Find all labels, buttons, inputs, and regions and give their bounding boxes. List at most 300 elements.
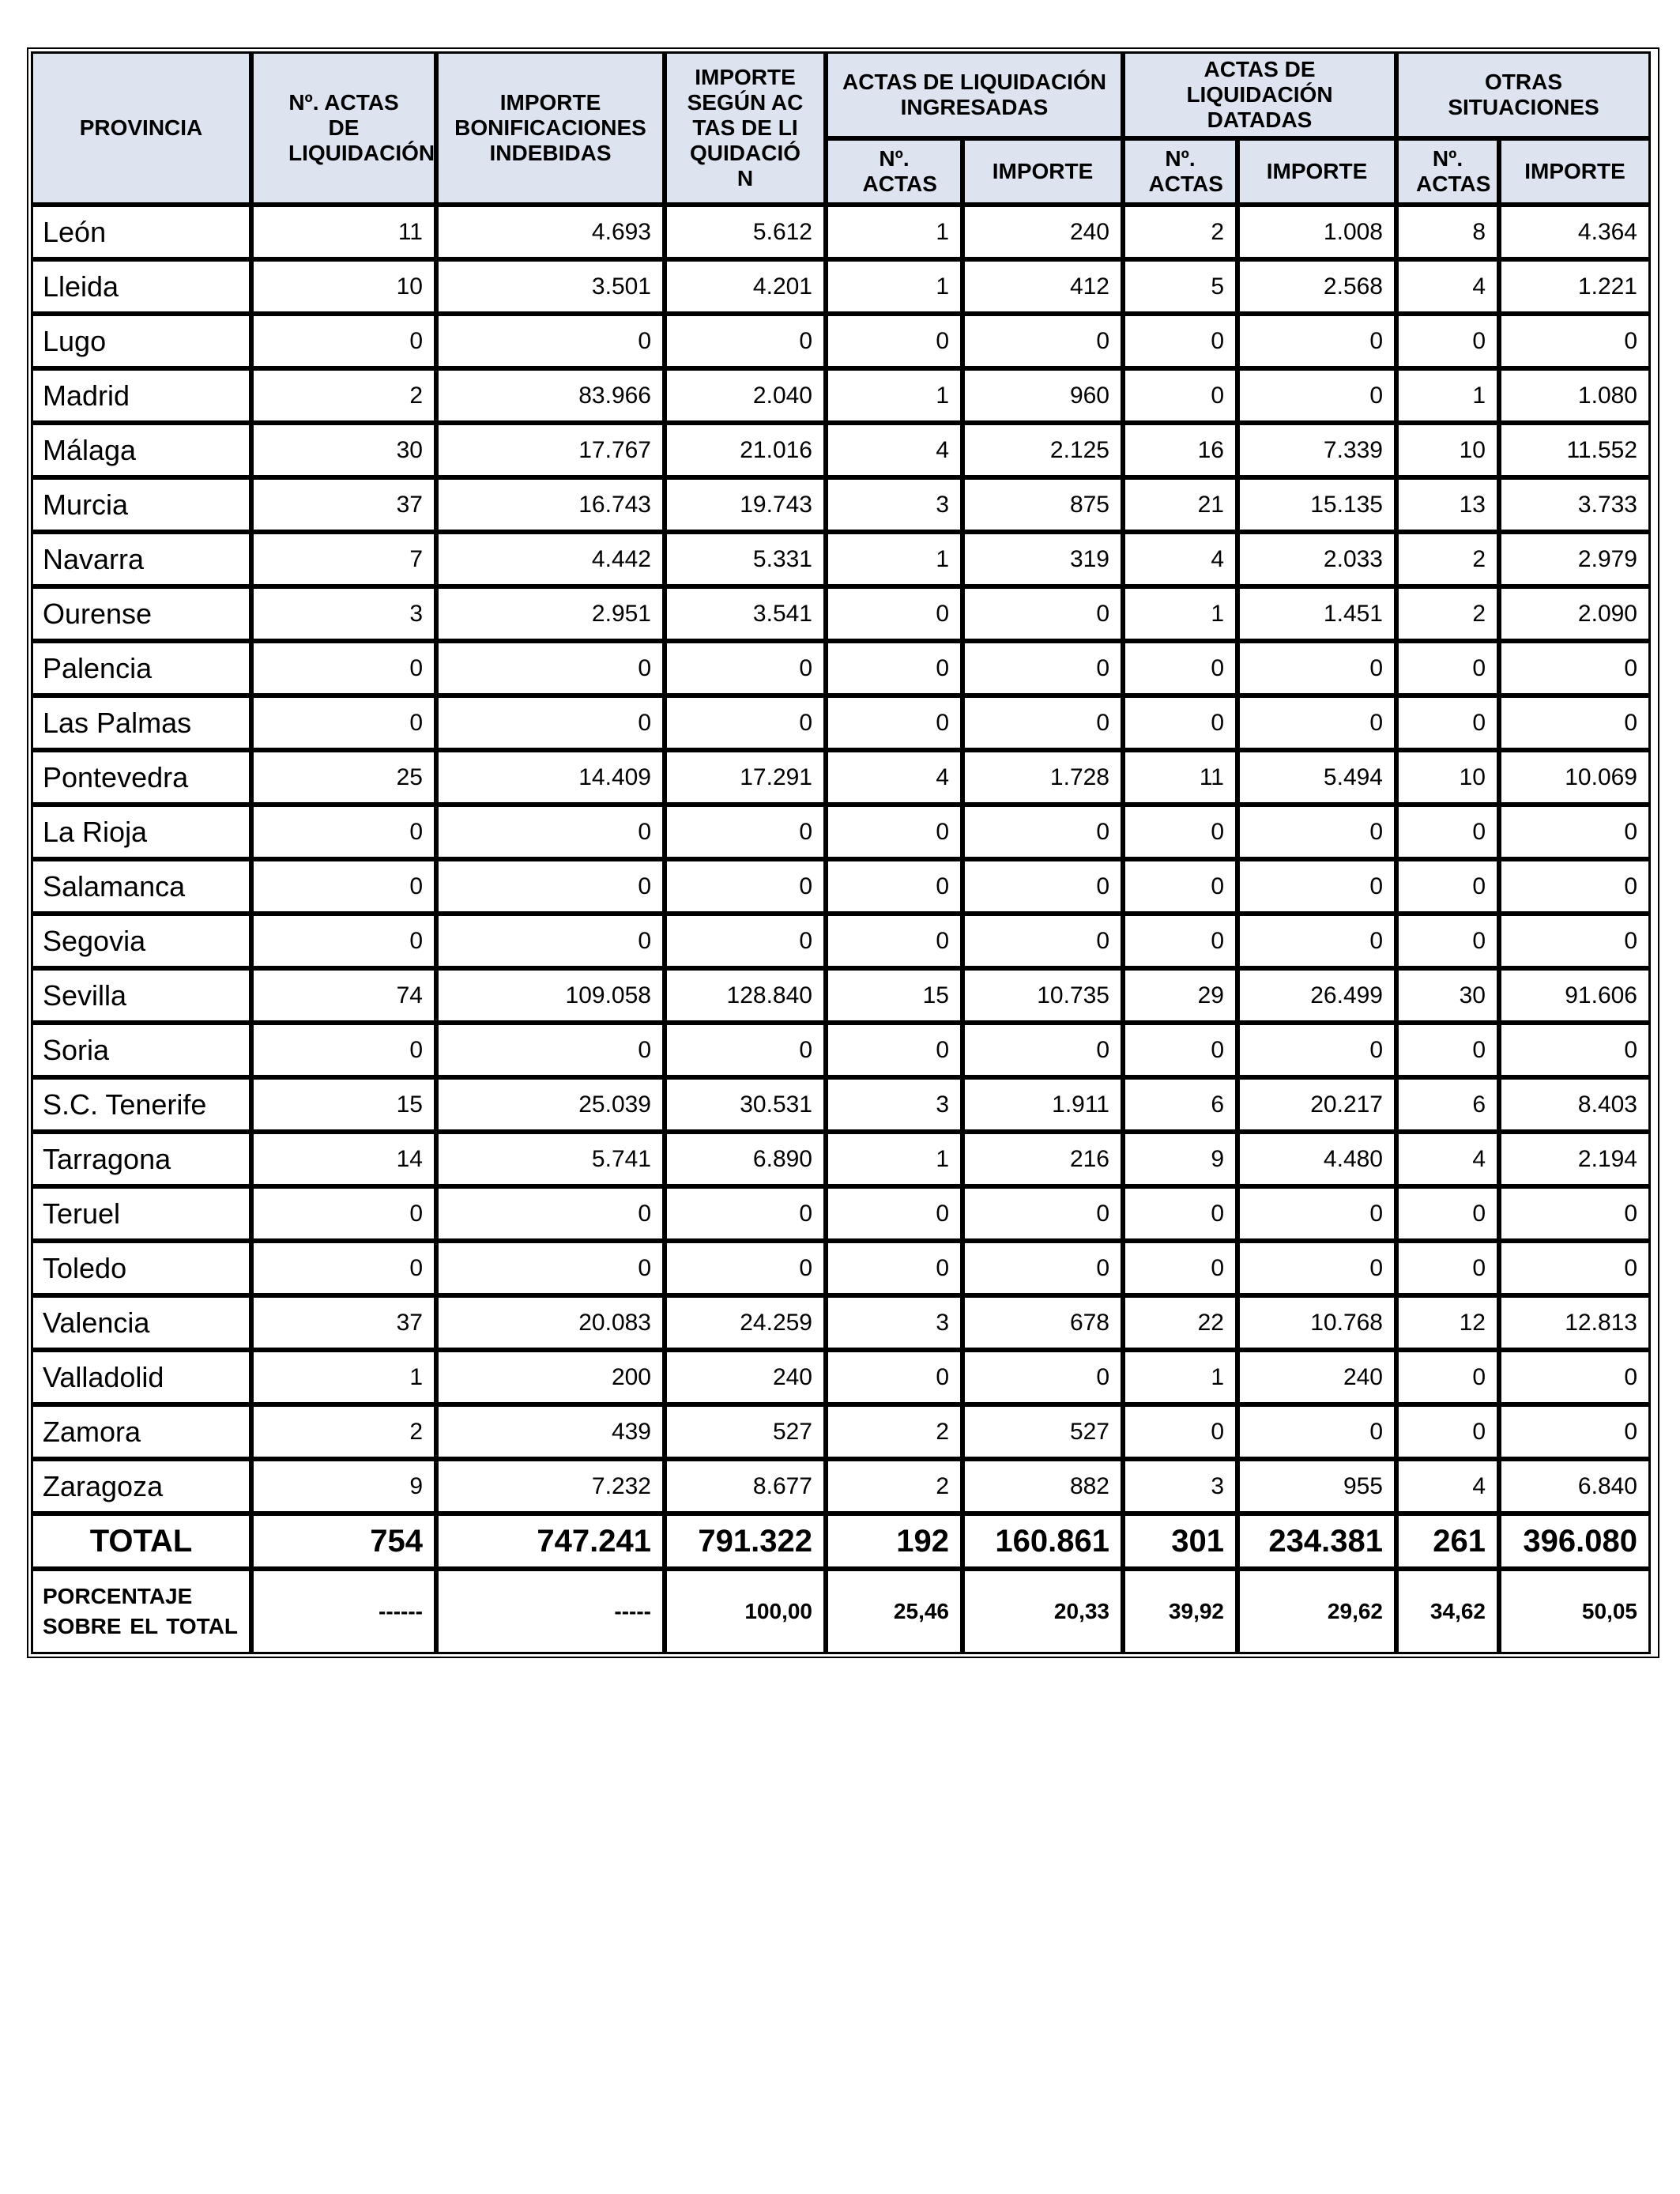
cell-num-actas: 14 — [251, 1132, 436, 1186]
cell-ingresadas-importe: 0 — [962, 805, 1123, 859]
cell-num-actas: 37 — [251, 1295, 436, 1350]
cell-ingresadas-importe: 160.861 — [962, 1514, 1123, 1569]
cell-ingresadas-num: 2 — [826, 1459, 962, 1514]
cell-datadas-num: 1 — [1123, 586, 1237, 641]
cell-num-actas: 15 — [251, 1077, 436, 1132]
cell-ingresadas-num: 15 — [826, 968, 962, 1023]
cell-datadas-importe: 1.008 — [1237, 205, 1396, 259]
cell-ingresadas-importe: 2.125 — [962, 423, 1123, 477]
cell-importe-bonificaciones: 17.767 — [436, 423, 665, 477]
cell-datadas-num: 0 — [1123, 1241, 1237, 1295]
cell-ingresadas-num: 2 — [826, 1404, 962, 1459]
cell-provincia: Tarragona — [31, 1132, 251, 1186]
cell-datadas-importe: 26.499 — [1237, 968, 1396, 1023]
cell-importe-bonificaciones: 14.409 — [436, 750, 665, 805]
cell-otras-importe: 91.606 — [1499, 968, 1651, 1023]
cell-datadas-importe: 0 — [1237, 914, 1396, 968]
cell-otras-importe: 2.090 — [1499, 586, 1651, 641]
table-row — [31, 586, 1651, 641]
cell-num-actas: 74 — [251, 968, 436, 1023]
cell-num-actas: 0 — [251, 914, 436, 968]
cell-otras-importe: 0 — [1499, 1023, 1651, 1077]
table-row — [31, 314, 1651, 368]
cell-importe-bonificaciones: 0 — [436, 1241, 665, 1295]
cell-otras-num: 30 — [1396, 968, 1499, 1023]
subheader-label: Nº. ACTAS — [1148, 146, 1223, 196]
cell-importe-segun-actas: 19.743 — [665, 477, 826, 532]
table-row — [31, 532, 1651, 586]
table-row — [31, 1132, 1651, 1186]
cell-ingresadas-num: 0 — [826, 1241, 962, 1295]
cell-provincia: León — [31, 205, 251, 259]
header-otras-situaciones — [1396, 51, 1651, 138]
cell-provincia: Salamanca — [31, 859, 251, 914]
cell-otras-importe: 0 — [1499, 1241, 1651, 1295]
cell-num-actas: 2 — [251, 368, 436, 423]
cell-ingresadas-importe: 960 — [962, 368, 1123, 423]
cell-otras-importe: 10.069 — [1499, 750, 1651, 805]
cell-datadas-num: 29 — [1123, 968, 1237, 1023]
cell-importe-segun-actas: 2.040 — [665, 368, 826, 423]
cell-datadas-num: 1 — [1123, 1350, 1237, 1404]
cell-ingresadas-num: 4 — [826, 750, 962, 805]
table-row — [31, 641, 1651, 696]
table-row — [31, 477, 1651, 532]
cell-datadas-importe: 7.339 — [1237, 423, 1396, 477]
table-row — [31, 859, 1651, 914]
cell-num-actas: 2 — [251, 1404, 436, 1459]
cell-otras-num: 1 — [1396, 368, 1499, 423]
subheader-datadas-importe: IMPORTE — [1237, 138, 1396, 205]
cell-otras-num: 10 — [1396, 423, 1499, 477]
cell-datadas-num: 11 — [1123, 750, 1237, 805]
cell-otras-num: 4 — [1396, 259, 1499, 314]
cell-ingresadas-importe: 1.911 — [962, 1077, 1123, 1132]
cell-importe-bonificaciones: 16.743 — [436, 477, 665, 532]
cell-datadas-num: 0 — [1123, 914, 1237, 968]
cell-otras-num: 2 — [1396, 586, 1499, 641]
cell-provincia: Zamora — [31, 1404, 251, 1459]
cell-importe-segun-actas: 5.612 — [665, 205, 826, 259]
cell-importe-segun-actas: 6.890 — [665, 1132, 826, 1186]
cell-otras-num: 8 — [1396, 205, 1499, 259]
cell-importe-bonificaciones: 25.039 — [436, 1077, 665, 1132]
cell-importe-segun-actas: 240 — [665, 1350, 826, 1404]
header-importe-segun-actas-label: IMPORTE SEGÚN ACTAS DE LIQUIDACIÓN — [687, 65, 804, 190]
cell-importe-bonificaciones: 0 — [436, 1023, 665, 1077]
cell-provincia: Segovia — [31, 914, 251, 968]
cell-importe-segun-actas: 0 — [665, 314, 826, 368]
cell-num-actas: 0 — [251, 696, 436, 750]
cell-otras-importe: 0 — [1499, 314, 1651, 368]
table-row — [31, 750, 1651, 805]
cell-importe-segun-actas: 0 — [665, 859, 826, 914]
cell-otras-num: 0 — [1396, 1023, 1499, 1077]
cell-importe-bonificaciones: 0 — [436, 914, 665, 968]
cell-ingresadas-num: 1 — [826, 1132, 962, 1186]
cell-datadas-num: 0 — [1123, 859, 1237, 914]
cell-num-actas: 7 — [251, 532, 436, 586]
cell-importe-segun-actas: 0 — [665, 641, 826, 696]
table-row — [31, 368, 1651, 423]
cell-datadas-importe: 0 — [1237, 1023, 1396, 1077]
subheader-label: Nº. ACTAS — [1416, 146, 1491, 196]
cell-otras-importe: 2.979 — [1499, 532, 1651, 586]
cell-otras-importe: 2.194 — [1499, 1132, 1651, 1186]
table-row — [31, 914, 1651, 968]
cell-ingresadas-num: 25,46 — [826, 1569, 962, 1654]
cell-otras-importe: 0 — [1499, 805, 1651, 859]
subheader-otras-importe: IMPORTE — [1499, 138, 1651, 205]
table-row — [31, 1023, 1651, 1077]
cell-num-actas: 0 — [251, 641, 436, 696]
cell-ingresadas-num: 3 — [826, 1295, 962, 1350]
cell-ingresadas-num: 0 — [826, 1186, 962, 1241]
cell-otras-importe: 6.840 — [1499, 1459, 1651, 1514]
cell-ingresadas-importe: 319 — [962, 532, 1123, 586]
cell-datadas-importe: 5.494 — [1237, 750, 1396, 805]
cell-ingresadas-num: 0 — [826, 1023, 962, 1077]
cell-provincia: Zaragoza — [31, 1459, 251, 1514]
cell-datadas-num: 0 — [1123, 1023, 1237, 1077]
subheader-ingresadas-num — [826, 138, 962, 205]
cell-datadas-num: 0 — [1123, 368, 1237, 423]
cell-importe-bonificaciones: 747.241 — [436, 1514, 665, 1569]
cell-datadas-num: 4 — [1123, 532, 1237, 586]
cell-datadas-importe: 20.217 — [1237, 1077, 1396, 1132]
cell-otras-num: 0 — [1396, 696, 1499, 750]
cell-otras-num: 13 — [1396, 477, 1499, 532]
cell-otras-num: 0 — [1396, 914, 1499, 968]
cell-importe-segun-actas: 17.291 — [665, 750, 826, 805]
cell-importe-bonificaciones: ----- — [436, 1569, 665, 1654]
cell-datadas-importe: 15.135 — [1237, 477, 1396, 532]
cell-datadas-importe: 29,62 — [1237, 1569, 1396, 1654]
cell-otras-num: 12 — [1396, 1295, 1499, 1350]
cell-num-actas: 37 — [251, 477, 436, 532]
cell-ingresadas-importe: 875 — [962, 477, 1123, 532]
cell-num-actas: 10 — [251, 259, 436, 314]
table-row — [31, 1077, 1651, 1132]
cell-ingresadas-importe: 1.728 — [962, 750, 1123, 805]
cell-otras-importe: 396.080 — [1499, 1514, 1651, 1569]
cell-importe-segun-actas: 0 — [665, 1241, 826, 1295]
cell-provincia: Navarra — [31, 532, 251, 586]
cell-otras-importe: 0 — [1499, 1186, 1651, 1241]
header-ingresadas-label: ACTAS DE LIQUIDACIÓN INGRESADAS — [842, 70, 1106, 119]
cell-datadas-importe: 0 — [1237, 368, 1396, 423]
cell-otras-importe: 0 — [1499, 696, 1651, 750]
cell-otras-num: 2 — [1396, 532, 1499, 586]
cell-ingresadas-num: 4 — [826, 423, 962, 477]
cell-importe-bonificaciones: 0 — [436, 696, 665, 750]
cell-otras-num: 4 — [1396, 1132, 1499, 1186]
cell-otras-num: 4 — [1396, 1459, 1499, 1514]
cell-otras-num: 0 — [1396, 1241, 1499, 1295]
cell-provincia: TOTAL — [31, 1514, 251, 1569]
cell-ingresadas-importe: 0 — [962, 1023, 1123, 1077]
cell-importe-segun-actas: 100,00 — [665, 1569, 826, 1654]
cell-otras-importe: 4.364 — [1499, 205, 1651, 259]
cell-ingresadas-num: 0 — [826, 696, 962, 750]
cell-provincia: S.C. Tenerife — [31, 1077, 251, 1132]
cell-ingresadas-importe: 10.735 — [962, 968, 1123, 1023]
cell-num-actas: 0 — [251, 314, 436, 368]
cell-importe-bonificaciones: 0 — [436, 859, 665, 914]
table-row — [31, 805, 1651, 859]
cell-otras-importe: 11.552 — [1499, 423, 1651, 477]
cell-importe-segun-actas: 0 — [665, 805, 826, 859]
header-num-actas-label: Nº. ACTAS DE LIQUIDACIÓN — [288, 90, 435, 165]
cell-importe-segun-actas: 0 — [665, 696, 826, 750]
cell-ingresadas-importe: 240 — [962, 205, 1123, 259]
subheader-datadas-num — [1123, 138, 1237, 205]
cell-importe-segun-actas: 21.016 — [665, 423, 826, 477]
cell-otras-importe: 1.080 — [1499, 368, 1651, 423]
cell-ingresadas-num: 1 — [826, 205, 962, 259]
cell-otras-num: 261 — [1396, 1514, 1499, 1569]
cell-ingresadas-importe: 412 — [962, 259, 1123, 314]
cell-ingresadas-num: 1 — [826, 368, 962, 423]
cell-importe-segun-actas: 24.259 — [665, 1295, 826, 1350]
cell-provincia: Toledo — [31, 1241, 251, 1295]
cell-otras-num: 0 — [1396, 1186, 1499, 1241]
cell-datadas-importe: 4.480 — [1237, 1132, 1396, 1186]
cell-importe-segun-actas: 0 — [665, 1023, 826, 1077]
cell-datadas-num: 0 — [1123, 696, 1237, 750]
cell-ingresadas-importe: 0 — [962, 859, 1123, 914]
table-row — [31, 423, 1651, 477]
subheader-otras-num — [1396, 138, 1499, 205]
cell-ingresadas-num: 1 — [826, 532, 962, 586]
cell-importe-bonificaciones: 109.058 — [436, 968, 665, 1023]
table-row — [31, 205, 1651, 259]
cell-ingresadas-importe: 0 — [962, 1186, 1123, 1241]
cell-datadas-num: 0 — [1123, 805, 1237, 859]
cell-num-actas: 9 — [251, 1459, 436, 1514]
cell-ingresadas-num: 3 — [826, 477, 962, 532]
cell-otras-num: 0 — [1396, 1350, 1499, 1404]
cell-num-actas: 0 — [251, 859, 436, 914]
subheader-label: Nº. ACTAS — [862, 146, 937, 196]
cell-provincia: Pontevedra — [31, 750, 251, 805]
cell-otras-importe: 0 — [1499, 1404, 1651, 1459]
cell-ingresadas-importe: 0 — [962, 1350, 1123, 1404]
cell-datadas-importe: 0 — [1237, 1404, 1396, 1459]
cell-datadas-importe: 2.033 — [1237, 532, 1396, 586]
cell-provincia: Soria — [31, 1023, 251, 1077]
cell-ingresadas-num: 0 — [826, 859, 962, 914]
header-importe-bonificaciones-label: IMPORTE BONIFICACIONES INDEBIDAS — [454, 90, 646, 165]
cell-num-actas: 0 — [251, 1241, 436, 1295]
cell-ingresadas-importe: 0 — [962, 696, 1123, 750]
table-row — [31, 1404, 1651, 1459]
cell-ingresadas-importe: 882 — [962, 1459, 1123, 1514]
cell-otras-num: 0 — [1396, 1404, 1499, 1459]
header-datadas-label: ACTAS DE LIQUIDACIÓN DATADAS — [1186, 57, 1333, 132]
table-row — [31, 1241, 1651, 1295]
cell-datadas-importe: 955 — [1237, 1459, 1396, 1514]
cell-num-actas: 11 — [251, 205, 436, 259]
header-num-actas — [251, 51, 436, 205]
cell-datadas-num: 0 — [1123, 1404, 1237, 1459]
cell-datadas-importe: 0 — [1237, 641, 1396, 696]
cell-ingresadas-num: 0 — [826, 1350, 962, 1404]
header-datadas — [1123, 51, 1396, 138]
cell-num-actas: 25 — [251, 750, 436, 805]
cell-otras-num: 0 — [1396, 641, 1499, 696]
cell-otras-num: 0 — [1396, 314, 1499, 368]
cell-provincia: Valladolid — [31, 1350, 251, 1404]
cell-datadas-num: 39,92 — [1123, 1569, 1237, 1654]
cell-datadas-num: 2 — [1123, 205, 1237, 259]
cell-importe-bonificaciones: 439 — [436, 1404, 665, 1459]
cell-importe-bonificaciones: 5.741 — [436, 1132, 665, 1186]
subheader-ingresadas-importe: IMPORTE — [962, 138, 1123, 205]
header-importe-bonificaciones — [436, 51, 665, 205]
cell-provincia: Valencia — [31, 1295, 251, 1350]
cell-ingresadas-num: 0 — [826, 641, 962, 696]
cell-provincia: Lugo — [31, 314, 251, 368]
cell-importe-bonificaciones: 4.693 — [436, 205, 665, 259]
cell-datadas-num: 0 — [1123, 314, 1237, 368]
total-row — [31, 1514, 1651, 1569]
cell-datadas-num: 301 — [1123, 1514, 1237, 1569]
header-importe-segun-actas — [665, 51, 826, 205]
table-row — [31, 1459, 1651, 1514]
cell-datadas-num: 16 — [1123, 423, 1237, 477]
table-row — [31, 696, 1651, 750]
table-row — [31, 1350, 1651, 1404]
cell-provincia: Lleida — [31, 259, 251, 314]
cell-otras-importe: 0 — [1499, 914, 1651, 968]
cell-importe-segun-actas: 0 — [665, 1186, 826, 1241]
actas-liquidacion-table — [31, 51, 1651, 1654]
cell-ingresadas-num: 0 — [826, 586, 962, 641]
cell-importe-bonificaciones: 200 — [436, 1350, 665, 1404]
cell-importe-bonificaciones: 4.442 — [436, 532, 665, 586]
cell-importe-bonificaciones: 0 — [436, 1186, 665, 1241]
cell-ingresadas-importe: 678 — [962, 1295, 1123, 1350]
cell-num-actas: 0 — [251, 1023, 436, 1077]
cell-importe-segun-actas: 4.201 — [665, 259, 826, 314]
cell-datadas-importe: 2.568 — [1237, 259, 1396, 314]
cell-datadas-importe: 0 — [1237, 859, 1396, 914]
cell-importe-bonificaciones: 2.951 — [436, 586, 665, 641]
cell-importe-segun-actas: 8.677 — [665, 1459, 826, 1514]
table-body — [31, 205, 1651, 1654]
cell-ingresadas-importe: 0 — [962, 914, 1123, 968]
cell-datadas-num: 3 — [1123, 1459, 1237, 1514]
cell-ingresadas-num: 0 — [826, 914, 962, 968]
cell-otras-importe: 50,05 — [1499, 1569, 1651, 1654]
cell-ingresadas-importe: 0 — [962, 1241, 1123, 1295]
cell-datadas-importe: 0 — [1237, 1241, 1396, 1295]
cell-otras-num: 0 — [1396, 859, 1499, 914]
cell-datadas-num: 0 — [1123, 641, 1237, 696]
cell-ingresadas-importe: 216 — [962, 1132, 1123, 1186]
cell-ingresadas-num: 3 — [826, 1077, 962, 1132]
cell-ingresadas-num: 0 — [826, 314, 962, 368]
cell-provincia: Murcia — [31, 477, 251, 532]
cell-provincia: Madrid — [31, 368, 251, 423]
table-row — [31, 259, 1651, 314]
cell-datadas-importe: 234.381 — [1237, 1514, 1396, 1569]
cell-ingresadas-importe: 0 — [962, 641, 1123, 696]
cell-otras-importe: 0 — [1499, 1350, 1651, 1404]
cell-provincia: PORCENTAJE SOBRE EL TOTAL — [31, 1569, 251, 1654]
cell-datadas-importe: 0 — [1237, 1186, 1396, 1241]
cell-ingresadas-importe: 20,33 — [962, 1569, 1123, 1654]
cell-otras-importe: 0 — [1499, 641, 1651, 696]
cell-ingresadas-importe: 0 — [962, 586, 1123, 641]
cell-otras-importe: 3.733 — [1499, 477, 1651, 532]
cell-datadas-num: 0 — [1123, 1186, 1237, 1241]
cell-num-actas: 754 — [251, 1514, 436, 1569]
cell-importe-segun-actas: 128.840 — [665, 968, 826, 1023]
cell-datadas-num: 21 — [1123, 477, 1237, 532]
cell-provincia: Málaga — [31, 423, 251, 477]
cell-provincia: Ourense — [31, 586, 251, 641]
cell-otras-num: 10 — [1396, 750, 1499, 805]
cell-importe-segun-actas: 30.531 — [665, 1077, 826, 1132]
cell-datadas-num: 6 — [1123, 1077, 1237, 1132]
cell-importe-segun-actas: 5.331 — [665, 532, 826, 586]
percentage-row — [31, 1569, 1651, 1654]
cell-ingresadas-num: 1 — [826, 259, 962, 314]
cell-otras-num: 0 — [1396, 805, 1499, 859]
cell-ingresadas-num: 0 — [826, 805, 962, 859]
cell-importe-segun-actas: 791.322 — [665, 1514, 826, 1569]
header-ingresadas — [826, 51, 1123, 138]
cell-otras-num: 6 — [1396, 1077, 1499, 1132]
header-otras-situaciones-label: OTRAS SITUACIONES — [1448, 70, 1599, 119]
cell-provincia: La Rioja — [31, 805, 251, 859]
cell-datadas-importe: 0 — [1237, 805, 1396, 859]
cell-provincia: Palencia — [31, 641, 251, 696]
cell-num-actas: ------ — [251, 1569, 436, 1654]
cell-provincia: Sevilla — [31, 968, 251, 1023]
cell-datadas-importe: 0 — [1237, 314, 1396, 368]
cell-provincia: Las Palmas — [31, 696, 251, 750]
cell-otras-num: 34,62 — [1396, 1569, 1499, 1654]
cell-datadas-importe: 1.451 — [1237, 586, 1396, 641]
cell-provincia: Teruel — [31, 1186, 251, 1241]
report-table-frame — [27, 47, 1659, 1658]
cell-importe-segun-actas: 3.541 — [665, 586, 826, 641]
cell-datadas-importe: 240 — [1237, 1350, 1396, 1404]
cell-num-actas: 1 — [251, 1350, 436, 1404]
cell-otras-importe: 0 — [1499, 859, 1651, 914]
table-row — [31, 968, 1651, 1023]
cell-num-actas: 0 — [251, 805, 436, 859]
table-row — [31, 1186, 1651, 1241]
cell-ingresadas-importe: 527 — [962, 1404, 1123, 1459]
cell-datadas-importe: 0 — [1237, 696, 1396, 750]
cell-importe-bonificaciones: 83.966 — [436, 368, 665, 423]
cell-datadas-importe: 10.768 — [1237, 1295, 1396, 1350]
cell-ingresadas-num: 192 — [826, 1514, 962, 1569]
cell-num-actas: 0 — [251, 1186, 436, 1241]
cell-datadas-num: 9 — [1123, 1132, 1237, 1186]
cell-importe-bonificaciones: 3.501 — [436, 259, 665, 314]
cell-importe-bonificaciones: 20.083 — [436, 1295, 665, 1350]
cell-importe-segun-actas: 0 — [665, 914, 826, 968]
header-provincia: PROVINCIA — [31, 51, 251, 205]
cell-importe-bonificaciones: 0 — [436, 641, 665, 696]
cell-importe-bonificaciones: 0 — [436, 805, 665, 859]
cell-importe-bonificaciones: 7.232 — [436, 1459, 665, 1514]
